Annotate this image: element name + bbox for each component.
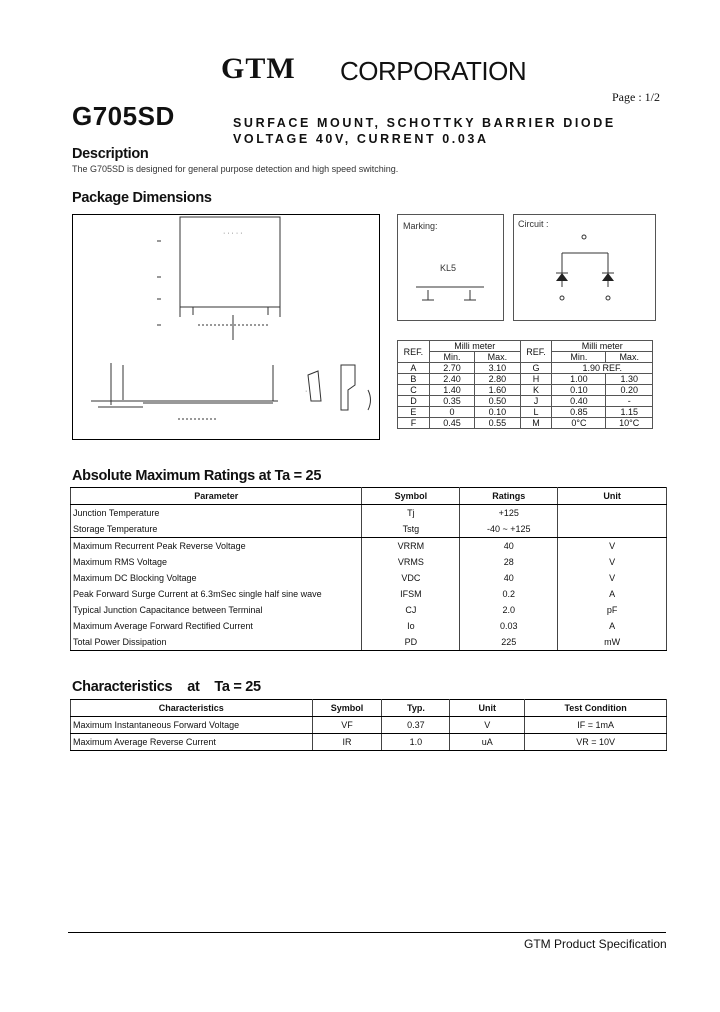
dims-ref-header-2: REF. xyxy=(520,341,552,363)
dims-min-header-2: Min. xyxy=(552,352,606,363)
chars-cell: Maximum Instantaneous Forward Voltage xyxy=(71,717,313,734)
table-row xyxy=(71,586,667,602)
chars-cell: Maximum Average Reverse Current xyxy=(71,734,313,751)
chars-header: Test Condition xyxy=(525,700,667,717)
ratings-cell: Tstg xyxy=(362,521,460,538)
footer-divider xyxy=(68,932,666,933)
chars-header-row xyxy=(71,700,667,717)
dims-cell: 0.10 xyxy=(475,407,520,418)
ratings-cell: V xyxy=(558,570,667,586)
dims-cell: J xyxy=(520,396,552,407)
circuit-label: Circuit : xyxy=(518,219,549,229)
characteristics-table xyxy=(70,699,667,751)
dims-cell: 1.40 xyxy=(429,385,474,396)
ratings-cell: A xyxy=(558,618,667,634)
company-name: CORPORATION xyxy=(340,56,527,86)
ratings-cell: pF xyxy=(558,602,667,618)
ratings-table xyxy=(70,487,667,651)
ratings-cell: Maximum DC Blocking Voltage xyxy=(71,570,362,586)
ratings-cell: +125 xyxy=(460,505,558,522)
package-drawing xyxy=(72,214,380,440)
ratings-cell: 0.2 xyxy=(460,586,558,602)
table-row xyxy=(398,418,653,429)
chars-cell: VF xyxy=(312,717,382,734)
dims-cell: G xyxy=(520,363,552,374)
ratings-cell: mW xyxy=(558,634,667,651)
part-number: G705SD xyxy=(72,101,175,131)
part-subtitle-1: SURFACE MOUNT, SCHOTTKY BARRIER DIODE xyxy=(233,116,616,130)
dims-cell: M xyxy=(520,418,552,429)
ratings-cell: Typical Junction Capacitance between Terminal xyxy=(71,602,362,618)
dims-cell: A xyxy=(398,363,430,374)
dims-cell: 0.50 xyxy=(475,396,520,407)
dims-cell: K xyxy=(520,385,552,396)
ratings-cell: 40 xyxy=(460,538,558,555)
table-row xyxy=(398,363,653,374)
dims-cell: 0.35 xyxy=(429,396,474,407)
brand-logo: GTM xyxy=(221,52,296,85)
ratings-cell xyxy=(558,521,667,538)
dims-cell: 0.45 xyxy=(429,418,474,429)
package-outline-drawing xyxy=(73,215,379,439)
page-number: Page : 1/2 xyxy=(612,90,660,104)
description-text: The G705SD is designed for general purpose detection and high speed switching. xyxy=(72,164,399,174)
dims-cell: F xyxy=(398,418,430,429)
ratings-cell: Maximum Recurrent Peak Reverse Voltage xyxy=(71,538,362,555)
table-row xyxy=(71,634,667,651)
table-row xyxy=(71,602,667,618)
dims-cell: 1.60 xyxy=(475,385,520,396)
table-row xyxy=(71,505,667,522)
ratings-cell: Peak Forward Surge Current at 6.3mSec single half sine wave xyxy=(71,586,362,602)
chars-header: Typ. xyxy=(382,700,450,717)
ratings-cell: 28 xyxy=(460,554,558,570)
dims-max-header-2: Max. xyxy=(606,352,653,363)
dims-cell: E xyxy=(398,407,430,418)
part-subtitle-2: VOLTAGE 40V, CURRENT 0.03A xyxy=(233,132,489,146)
chars-cell: V xyxy=(450,717,525,734)
table-row xyxy=(71,521,667,538)
ratings-header: Parameter xyxy=(71,488,362,505)
circuit-diagram xyxy=(514,215,655,320)
ratings-cell: Total Power Dissipation xyxy=(71,634,362,651)
chars-cell: 0.37 xyxy=(382,717,450,734)
ratings-cell: VDC xyxy=(362,570,460,586)
ratings-cell: Junction Temperature xyxy=(71,505,362,522)
dims-cell: 0 xyxy=(429,407,474,418)
ratings-cell: 0.03 xyxy=(460,618,558,634)
marking-label: Marking: xyxy=(403,221,438,231)
chars-header: Symbol xyxy=(312,700,382,717)
ratings-header: Symbol xyxy=(362,488,460,505)
chars-title: Characteristics at Ta = 25 xyxy=(72,679,261,695)
chars-cell: uA xyxy=(450,734,525,751)
dims-cell: 2.70 xyxy=(429,363,474,374)
dims-cell: 10°C xyxy=(606,418,653,429)
dims-cell: 0.40 xyxy=(552,396,606,407)
dims-cell: 0°C xyxy=(552,418,606,429)
package-title: Package Dimensions xyxy=(72,190,212,206)
ratings-cell xyxy=(558,505,667,522)
dims-cell: 0.10 xyxy=(552,385,606,396)
chars-header: Unit xyxy=(450,700,525,717)
ratings-cell: 225 xyxy=(460,634,558,651)
dims-cell: 2.80 xyxy=(475,374,520,385)
chars-cell: 1.0 xyxy=(382,734,450,751)
ratings-cell: V xyxy=(558,554,667,570)
description-title: Description xyxy=(72,146,149,162)
table-row xyxy=(398,407,653,418)
dims-cell: C xyxy=(398,385,430,396)
dims-cell: 0.20 xyxy=(606,385,653,396)
dims-cell: 2.40 xyxy=(429,374,474,385)
ratings-title: Absolute Maximum Ratings at Ta = 25 xyxy=(72,468,322,484)
chars-cell: IF = 1mA xyxy=(525,717,667,734)
chars-header: Characteristics xyxy=(71,700,313,717)
dims-cell: H xyxy=(520,374,552,385)
circuit-box xyxy=(513,214,656,321)
dims-cell: 1.00 xyxy=(552,374,606,385)
ratings-cell: VRMS xyxy=(362,554,460,570)
table-row xyxy=(71,618,667,634)
ratings-cell: Maximum Average Forward Rectified Current xyxy=(71,618,362,634)
ratings-cell: 2.0 xyxy=(460,602,558,618)
footer-text: GTM Product Specification xyxy=(524,937,667,951)
dims-cell: 3.10 xyxy=(475,363,520,374)
dims-cell: D xyxy=(398,396,430,407)
dims-cell: 1.90 REF. xyxy=(552,363,653,374)
ratings-cell: Maximum RMS Voltage xyxy=(71,554,362,570)
ratings-cell: -40 ~ +125 xyxy=(460,521,558,538)
dims-unit-header-2: Milli meter xyxy=(552,341,653,352)
ratings-cell: 40 xyxy=(460,570,558,586)
ratings-cell: VRRM xyxy=(362,538,460,555)
dims-cell: B xyxy=(398,374,430,385)
ratings-cell: A xyxy=(558,586,667,602)
dims-cell: 0.85 xyxy=(552,407,606,418)
table-row xyxy=(71,734,667,751)
table-row xyxy=(71,717,667,734)
table-row xyxy=(398,385,653,396)
ratings-header: Unit xyxy=(558,488,667,505)
ratings-cell: Tj xyxy=(362,505,460,522)
marking-box xyxy=(397,214,504,321)
marking-outline xyxy=(398,215,503,320)
table-row xyxy=(398,396,653,407)
svg-text:· · · · ·: · · · · · xyxy=(223,230,243,237)
chars-cell: VR = 10V xyxy=(525,734,667,751)
ratings-cell: IFSM xyxy=(362,586,460,602)
ratings-cell: PD xyxy=(362,634,460,651)
dims-cell: 1.30 xyxy=(606,374,653,385)
ratings-header-row xyxy=(71,488,667,505)
dims-cell: 1.15 xyxy=(606,407,653,418)
table-row xyxy=(71,554,667,570)
dims-ref-header: REF. xyxy=(398,341,430,363)
table-row xyxy=(398,374,653,385)
chars-cell: IR xyxy=(312,734,382,751)
ratings-cell: V xyxy=(558,538,667,555)
ratings-cell: CJ xyxy=(362,602,460,618)
marking-code: KL5 xyxy=(440,263,457,273)
dims-cell: - xyxy=(606,396,653,407)
dims-min-header: Min. xyxy=(429,352,474,363)
table-row xyxy=(71,570,667,586)
dims-max-header: Max. xyxy=(475,352,520,363)
svg-text:·: · xyxy=(305,388,308,395)
ratings-header: Ratings xyxy=(460,488,558,505)
ratings-cell: Io xyxy=(362,618,460,634)
dimensions-table xyxy=(397,340,653,429)
dims-cell: L xyxy=(520,407,552,418)
dims-cell: 0.55 xyxy=(475,418,520,429)
dims-unit-header: Milli meter xyxy=(429,341,520,352)
table-row xyxy=(71,538,667,555)
ratings-cell: Storage Temperature xyxy=(71,521,362,538)
